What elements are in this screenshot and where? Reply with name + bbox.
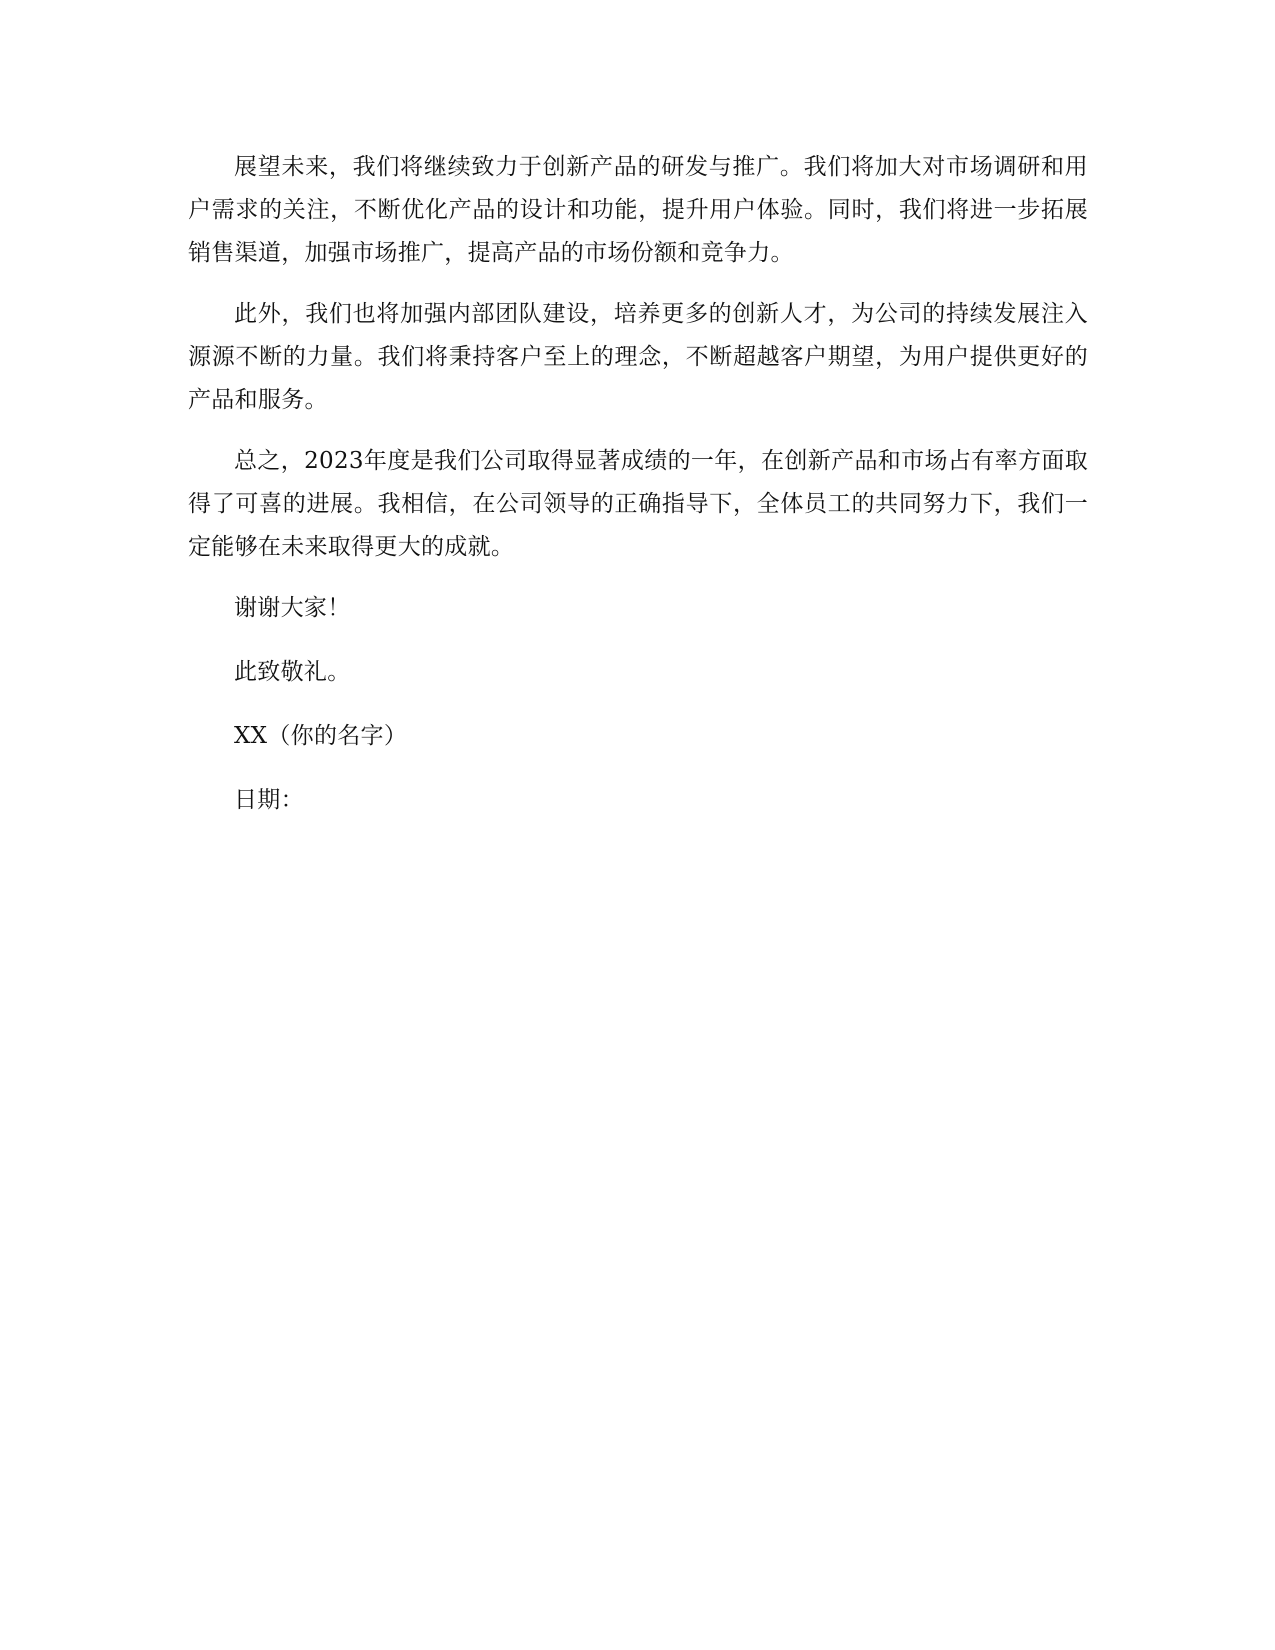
- document-body: [188, 146, 1088, 843]
- paragraph-summary: 总之，2023年度是我们公司取得显著成绩的一年，在创新产品和市场占有率方面取得了可喜的进展。我相信，在公司领导的正确指导下，全体员工的共同努力下，我们一定能够在未来取得更大的成就。: [188, 448, 1088, 560]
- signature-name: XX（你的名字）: [234, 723, 408, 749]
- closing-salutation: 此致敬礼。: [234, 659, 351, 685]
- closing-thanks: 谢谢大家！: [234, 595, 351, 621]
- paragraph-team-building: 此外，我们也将加强内部团队建设，培养更多的创新人才，为公司的持续发展注入源源不断的力量。我们将秉持客户至上的理念，不断超越客户期望，为用户提供更好的产品和服务。: [188, 301, 1088, 413]
- date-label: 日期：: [234, 787, 304, 813]
- paragraph-outlook: 展望未来，我们将继续致力于创新产品的研发与推广。我们将加大对市场调研和用户需求的关注，不断优化产品的设计和功能，提升用户体验。同时，我们将进一步拓展销售渠道，加强市场推广，提高产品的市场份额和竞争力。: [188, 154, 1088, 266]
